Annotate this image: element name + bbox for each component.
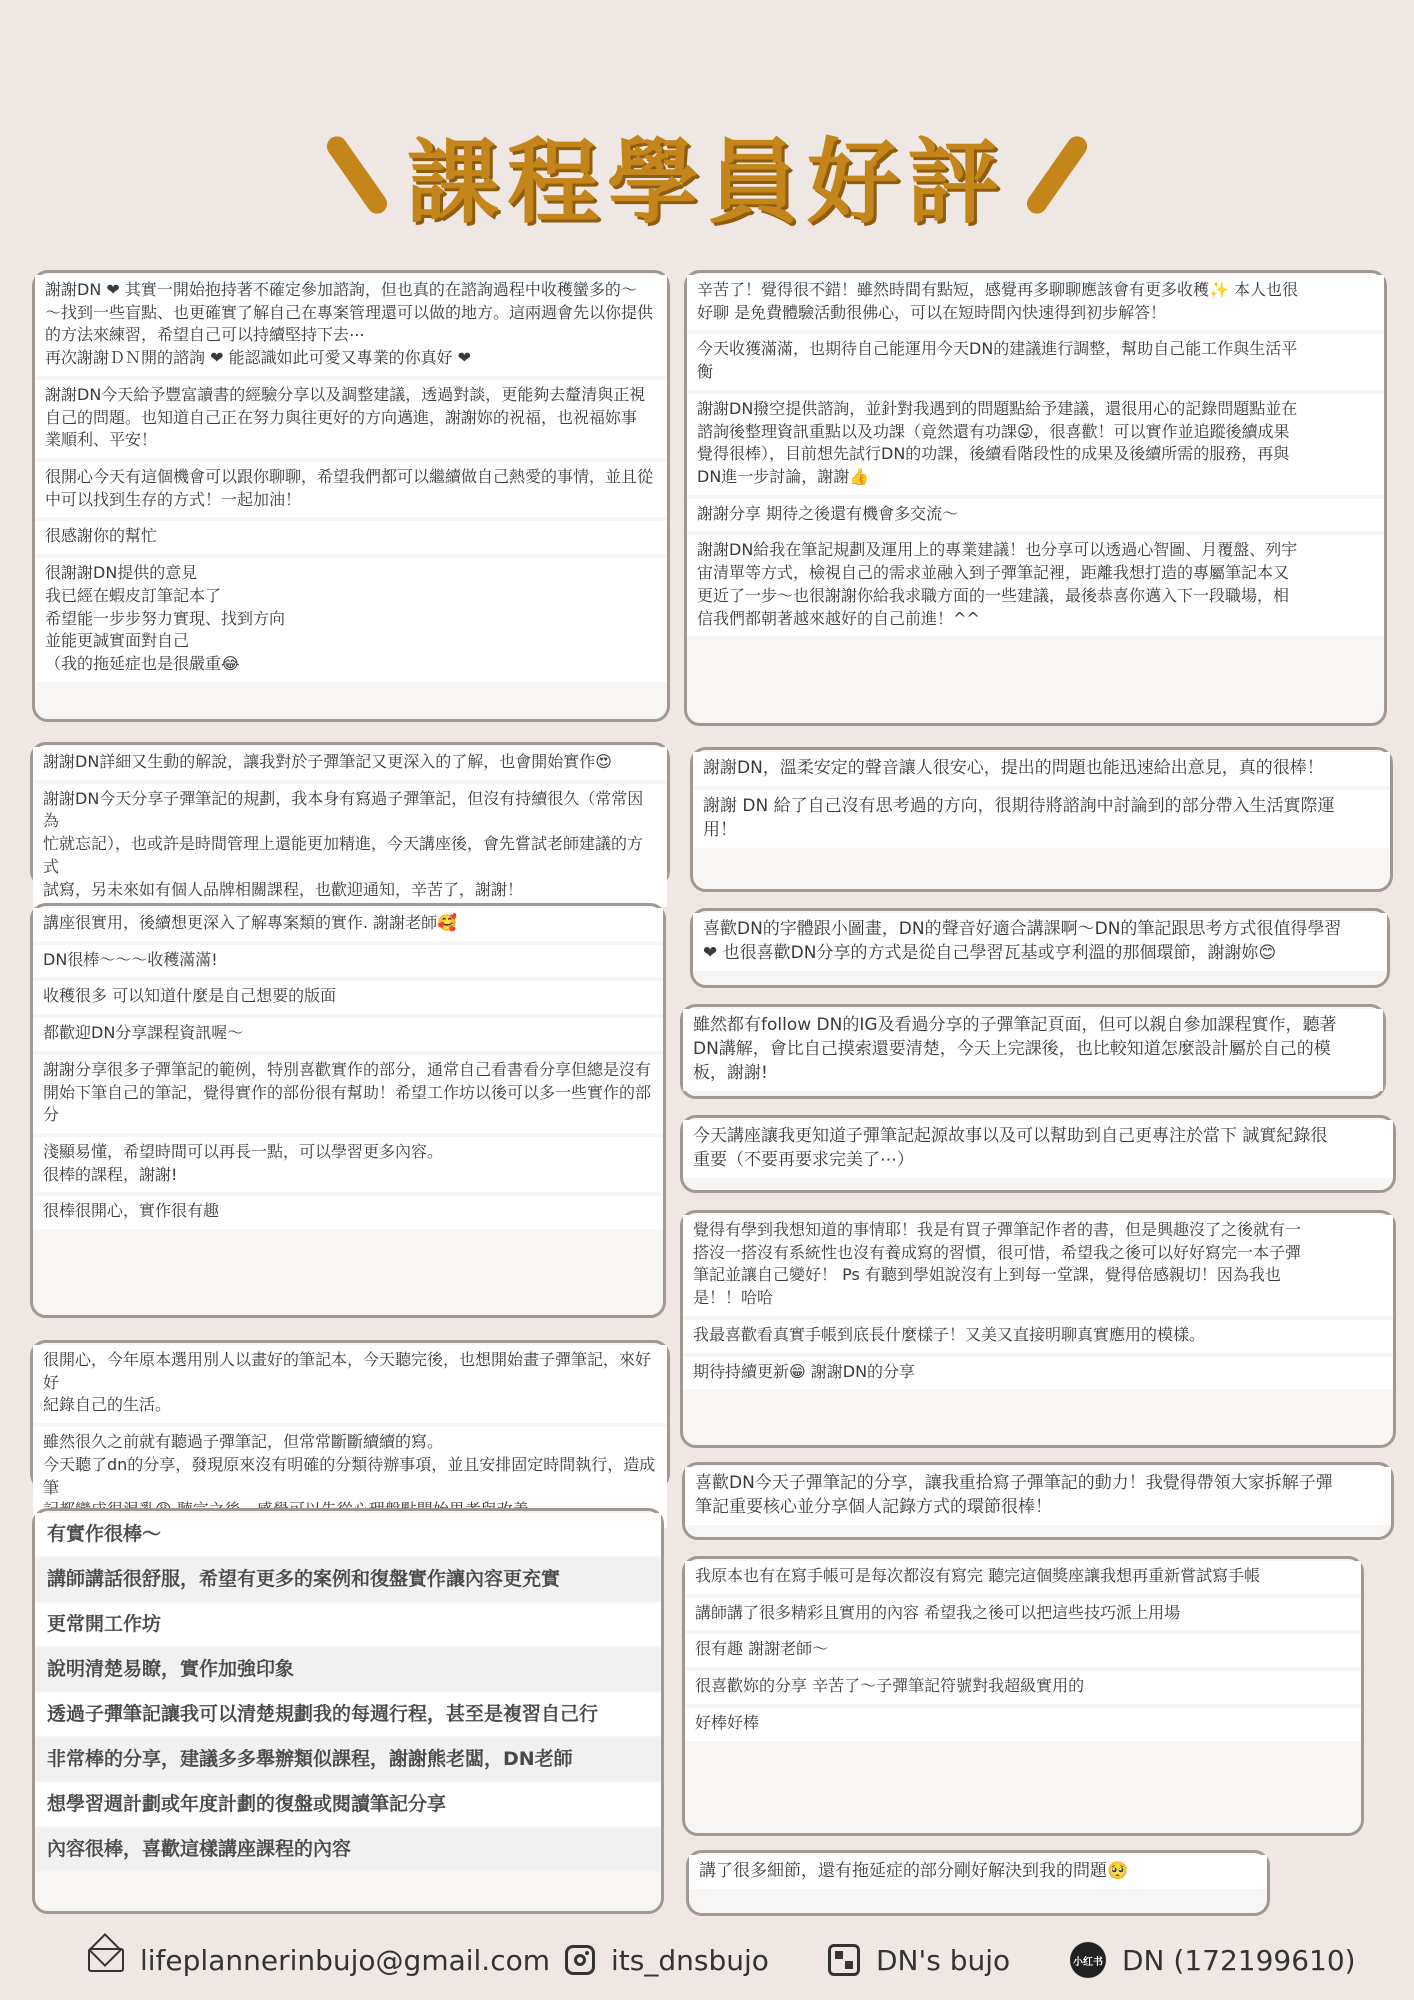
review-entry: 覺得有學到我想知道的事情耶！我是有買子彈筆記作者的書，但是興趣沒了之後就有一 搭沒一搭沒有系統性也沒有養成寫的習慣，很可惜，希望我之後可以好好寫完一本子彈 筆記並讓自己變好！ Ps 有聽到學姐說沒有上到每一堂課，覺得倍感親切！因為我也 是！！哈哈	[683, 1215, 1393, 1316]
review-entry: 很棒很開心，實作很有趣	[33, 1196, 663, 1229]
footer-instagram[interactable]	[565, 1944, 769, 1977]
review-entry: 我原本也有在寫手帳可是每次都沒有寫完 聽完這個獎座讓我想再重新嘗試寫手帳	[685, 1561, 1361, 1594]
email-text: lifeplannerinbujo@gmail.com	[140, 1943, 551, 1977]
review-entry: 更常開工作坊	[35, 1603, 661, 1646]
review-card-2	[684, 270, 1387, 726]
review-entry: DN很棒～～～收穫滿滿!	[33, 945, 663, 978]
title-slash-right	[1023, 132, 1091, 217]
review-entry: 謝謝DN今天分享子彈筆記的規劃，我本身有寫過子彈筆記，但沒有持續很久（常常因為 忙就忘記），也或許是時間管理上還能更加精進，今天講座後，會先嘗試老師建議的方式 試寫，另未來如有個人品牌相關課程，也歡迎通知，辛苦了，謝謝！	[33, 784, 667, 908]
review-entry: 很開心，今年原本選用別人以畫好的筆記本，今天聽完後，也想開始畫子彈筆記，來好好 紀錄自己的生活。	[33, 1345, 667, 1423]
review-entry: 有實作很棒～	[35, 1513, 661, 1556]
review-entry: 期待持續更新😁 謝謝DN的分享	[683, 1357, 1393, 1390]
review-card-11	[682, 1462, 1394, 1540]
review-entry: 淺顯易懂，希望時間可以再長一點，可以學習更多內容。 很棒的課程，謝謝!	[33, 1137, 663, 1192]
footer-email[interactable]	[88, 1944, 550, 1977]
review-card-1	[32, 270, 670, 722]
footer-xiaohongshu[interactable]	[1070, 1942, 1356, 1978]
review-entry: 謝謝 DN 給了自己沒有思考過的方向，很期待將諮詢中討論到的部分帶入生活實際運 用！	[693, 790, 1390, 848]
review-entry: 說明清楚易瞭，實作加強印象	[35, 1648, 661, 1691]
review-card-8	[680, 1115, 1396, 1193]
review-entry: 很喜歡妳的分享 辛苦了～子彈筆記符號對我超級實用的	[685, 1671, 1361, 1704]
review-card-9	[680, 1210, 1396, 1448]
review-entry: 都歡迎DN分享課程資訊喔～	[33, 1018, 663, 1051]
review-entry: 今天收獲滿滿，也期待自己能運用今天DN的建議進行調整，幫助自己能工作與生活平 衡	[687, 334, 1384, 389]
title-slash-left	[323, 132, 391, 217]
review-entry: 好棒好棒	[685, 1708, 1361, 1741]
review-card-13	[682, 1556, 1364, 1836]
review-entry: 很開心今天有這個機會可以跟你聊聊，希望我們都可以繼續做自己熱愛的事情，並且從 中可以找到生存的方式！一起加油！	[35, 462, 667, 517]
page-title: 課程學員好評	[406, 129, 1007, 236]
review-entry: 謝謝DN，溫柔安定的聲音讓人很安心，提出的問題也能迅速給出意見，真的很棒！	[693, 752, 1390, 786]
review-entry: 很有趣 謝謝老師～	[685, 1634, 1361, 1667]
review-card-7	[680, 1004, 1386, 1099]
review-entry: 雖然都有follow DN的IG及看過分享的子彈筆記頁面，但可以親自參加課程實作，聽著 DN講解，會比自己摸索還要清楚，今天上完課後，也比較知道怎麼設計屬於自己的模 板，謝謝!	[683, 1009, 1383, 1091]
review-entry: 雖然很久之前就有聽過子彈筆記，但常常斷斷續續的寫。 今天聽了dn的分享，發現原來沒有明確的分類待辦事項，並且安排固定時間執行，造成筆	[33, 1427, 667, 1528]
review-entry: 想學習週計劃或年度計劃的復盤或閱讀筆記分享	[35, 1783, 661, 1826]
review-card-4	[690, 747, 1393, 892]
xiaohongshu-text: DN (172199610)	[1122, 1943, 1356, 1977]
footer-line[interactable]	[828, 1944, 1010, 1977]
review-card-6	[690, 908, 1390, 988]
review-entry: 講了很多細節，還有拖延症的部分剛好解決到我的問題🥺	[689, 1855, 1267, 1889]
review-entry: 謝謝DN撥空提供諮詢，並針對我遇到的問題點給予建議，還很用心的記錄問題點並在 諮詢後整理資訊重點以及功課（竟然還有功課😜，很喜歡！可以實作並追蹤後續成果 覺得很棒），目前想先試行DN的功課，後續看階段性的成果及後續所需的服務，再與 DN進一步討論，謝謝👍	[687, 394, 1384, 495]
review-card-10	[30, 1340, 670, 1497]
review-card-14	[686, 1850, 1270, 1916]
review-entry: 講師講話很舒服，希望有更多的案例和復盤實作讓內容更充實	[35, 1558, 661, 1601]
review-entry: 我最喜歡看真實手帳到底長什麼樣子！又美又直接明聊真實應用的模樣。	[683, 1320, 1393, 1353]
review-entry: 謝謝DN ❤ 其實一開始抱持著不確定參加諮詢，但也真的在諮詢過程中收穫蠻多的～ ～找到一些盲點、也更確實了解自己在專案管理還可以做的地方。這兩週會先以你提供 的方法來練習，希望自己可以持續堅持下去⋯ 再次謝謝ＤＮ開的諮詢 ❤ 能認識如此可愛又專業的你真好 ❤	[35, 275, 667, 376]
review-card-12	[32, 1508, 664, 1914]
review-entry: 講座很實用，後續想更深入了解專案類的實作. 謝謝老師🥰	[33, 908, 663, 941]
review-entry: 喜歡DN今天子彈筆記的分享，讓我重拾寫子彈筆記的動力！我覺得帶領大家拆解子彈 筆記重要核心並分享個人記錄方式的環節很棒！	[685, 1467, 1391, 1525]
review-entry: 謝謝分享 期待之後還有機會多交流～	[687, 499, 1384, 532]
review-entry: 內容很棒，喜歡這樣講座課程的內容	[35, 1828, 661, 1871]
review-entry: 謝謝DN詳細又生動的解說，讓我對於子彈筆記又更深入的了解，也會開始實作😍	[33, 747, 667, 780]
instagram-icon	[565, 1945, 595, 1975]
review-card-5	[30, 903, 666, 1318]
mail-icon	[88, 1948, 124, 1972]
review-entry: 謝謝分享很多子彈筆記的範例，特別喜歡實作的部分，通常自己看書看分享但總是沒有 開始下筆自己的筆記，覺得實作的部份很有幫助！希望工作坊以後可以多一些實作的部 分	[33, 1055, 663, 1133]
review-entry: 非常棒的分享，建議多多舉辦類似課程，謝謝熊老闆，DN老師	[35, 1738, 661, 1781]
review-entry: 辛苦了！覺得很不錯！雖然時間有點短，感覺再多聊聊應該會有更多收穫✨ 本人也很 好聊 是免費體驗活動很佛心，可以在短時間內快速得到初步解答！	[687, 275, 1384, 330]
review-card-3	[30, 742, 670, 899]
line-text: DN's bujo	[876, 1943, 1011, 1977]
title-banner	[0, 110, 1414, 240]
review-entry: 謝謝DN今天給予豐富讀書的經驗分享以及調整建議，透過對談，更能夠去釐清與正視 自己的問題。也知道自己正在努力與往更好的方向邁進，謝謝妳的祝福，也祝福妳事 業順利、平安！	[35, 380, 667, 458]
review-entry: 今天講座讓我更知道子彈筆記起源故事以及可以幫助到自己更專注於當下 誠實紀錄很 重要（不要再要求完美了⋯）	[683, 1120, 1393, 1178]
review-entry: 謝謝DN給我在筆記規劃及運用上的專業建議！也分享可以透過心智圖、月覆盤、列宇 宙清單等方式，檢視自己的需求並融入到子彈筆記裡，距離我想打造的專屬筆記本又 更近了一步～也很謝謝你給我求職方面的一些建議，最後恭喜你邁入下一段職場，相 信我們都朝著越來越好的自己前進！^^	[687, 535, 1384, 636]
review-entry: 很謝謝DN提供的意見 我已經在蝦皮訂筆記本了 希望能一步步努力實現、找到方向 並能更誠實面對自己 （我的拖延症也是很嚴重😂	[35, 558, 667, 682]
review-entry: 收穫很多 可以知道什麼是自己想要的版面	[33, 981, 663, 1014]
review-entry: 透過子彈筆記讓我可以清楚規劃我的每週行程，甚至是複習自己行	[35, 1693, 661, 1736]
xiaohongshu-icon: 小红书	[1070, 1942, 1106, 1978]
instagram-text: its_dnsbujo	[611, 1943, 769, 1977]
review-entry: 喜歡DN的字體跟小圖畫，DN的聲音好適合講課啊～DN的筆記跟思考方式很值得學習 ❤ 也很喜歡DN分享的方式是從自己學習瓦基或亨利溫的那個環節，謝謝妳😊	[693, 913, 1387, 971]
footer	[0, 1935, 1414, 1985]
review-entry: 很感謝你的幫忙	[35, 521, 667, 554]
qr-code-icon	[828, 1944, 860, 1976]
review-entry: 講師講了很多精彩且實用的內容 希望我之後可以把這些技巧派上用場	[685, 1598, 1361, 1631]
